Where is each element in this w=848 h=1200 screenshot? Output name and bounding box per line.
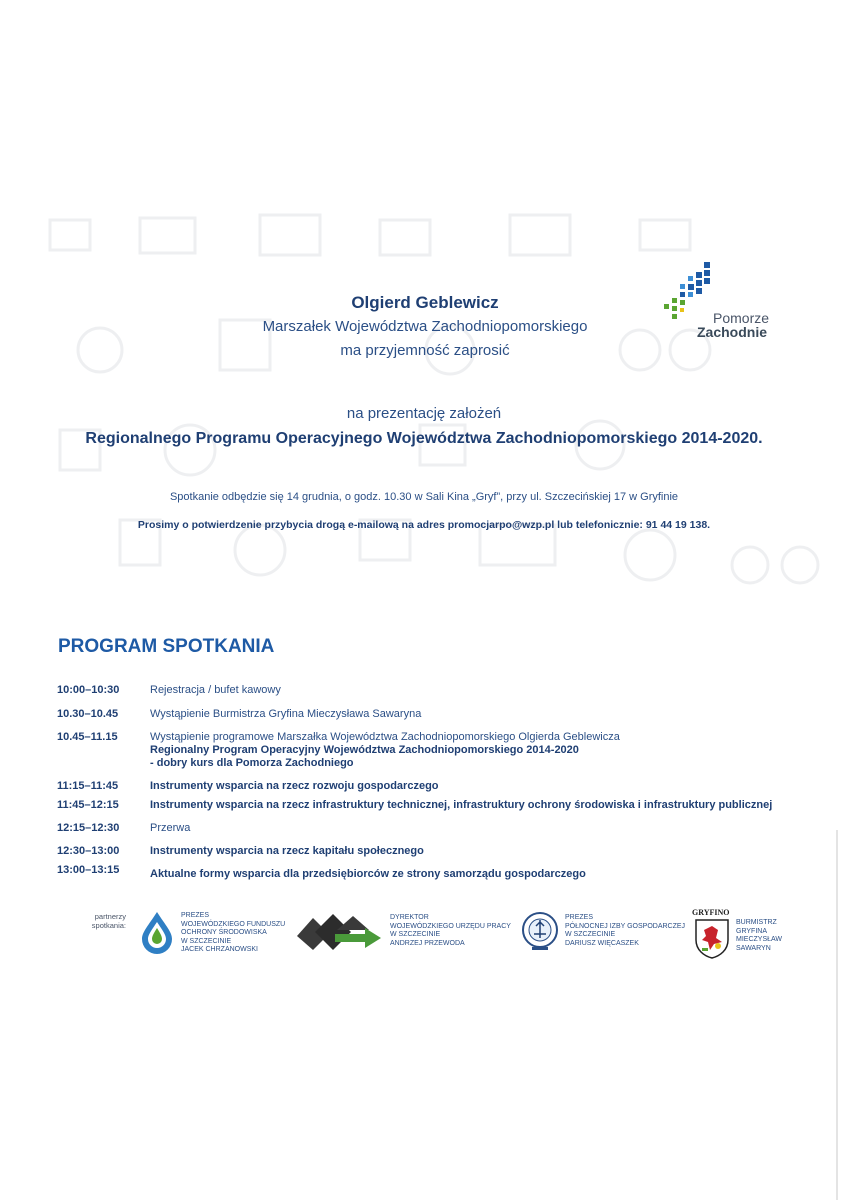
program-item: Przerwa [150, 822, 191, 834]
partner-line: W SZCZECINIE [390, 931, 441, 938]
program-time: 10.45–11.15 [57, 731, 118, 743]
partner-line: WOJEWÓDZKIEGO URZĘDU PRACY [390, 922, 511, 930]
partner-line: BURMISTRZ [736, 919, 777, 926]
program-heading: PROGRAM SPOTKANIA [58, 636, 275, 657]
program-item-subtitle: Regionalny Program Operacyjny Województwa Zachodniopomorskiego 2014-2020 [150, 744, 579, 756]
program-time: 12:30–13:00 [57, 845, 120, 857]
program-time: 10.30–10.45 [57, 708, 119, 720]
pig-seal-icon [520, 910, 560, 952]
partner-line: PREZES [181, 912, 210, 919]
program-time: 12:15–12:30 [57, 822, 120, 834]
partner-line: W SZCZECINIE [181, 937, 232, 945]
gryfino-logo-text: GRYFINO [692, 908, 730, 917]
meeting-info: Spotkanie odbędzie się 14 grudnia, o godz. 10.30 w Sali Kina „Gryf”, przy ul. Szczecińskiej 17 w Gryfinie [169, 491, 679, 503]
partners-label-line: spotkania: [91, 921, 126, 930]
partner-line: PÓŁNOCNEJ IZBY GOSPODARCZEJ [565, 922, 686, 930]
program-item: Wystąpienie Burmistrza Gryfina Mieczysława Sawaryna [150, 708, 422, 720]
wup-logo-icon [295, 910, 385, 952]
partners-label-line: partnerzy [94, 912, 126, 921]
partner-line: OCHRONY ŚRODOWISKA [181, 929, 267, 936]
host-title: Marszałek Województwa Zachodniopomorskiego [262, 318, 588, 335]
logo-text-pomorze: Pomorze [713, 310, 770, 326]
partner-line: SAWARYN [736, 944, 771, 952]
partner-line: PREZES [565, 914, 594, 921]
partner-line: MIECZYSŁAW [736, 936, 783, 943]
partner-2-text [390, 914, 511, 948]
partner-3-text [565, 914, 685, 948]
partner-line: JACEK CHRZANOWSKI [181, 946, 259, 953]
host-name: Olgierd Geblewicz [351, 293, 499, 312]
program-item: Wystąpienie programowe Marszałka Województwa Zachodniopomorskiego Olgierda Geblewicza [150, 731, 620, 743]
program-item: Instrumenty wsparcia na rzecz infrastruktury technicznej, infrastruktury ochrony środowiska i infrastruktury publicznej [150, 799, 773, 811]
program-item: Instrumenty wsparcia na rzecz kapitału społecznego [150, 845, 424, 857]
logo-text-zachodnie: Zachodnie [697, 324, 768, 340]
partner-line: GRYFINA [736, 927, 767, 935]
program-item: Instrumenty wsparcia na rzecz rozwoju gospodarczego [150, 780, 439, 792]
program-item: Aktualne formy wsparcia dla przedsiębiorców ze strony samorządu gospodarczego [150, 868, 586, 880]
partners-label [70, 912, 126, 930]
program-time: 11:45–12:15 [57, 799, 119, 811]
partner-1-text [181, 912, 285, 955]
partner-line: ANDRZEJ PRZEWODA [390, 939, 465, 947]
program-item-subtitle: - dobry kurs dla Pomorza Zachodniego [150, 757, 354, 769]
partner-line: DARIUSZ WIĘCASZEK [565, 939, 639, 947]
partner-line: W SZCZECINIE [565, 931, 616, 938]
partner-line: WOJEWÓDZKIEGO FUNDUSZU [181, 920, 286, 928]
program-item: Rejestracja / bufet kawowy [150, 684, 281, 696]
gryfino-coat-of-arms-icon [694, 918, 730, 960]
program-time: 13:00–13:15 [57, 864, 120, 876]
presentation-title: Regionalnego Programu Operacyjnego Województwa Zachodniopomorskiego 2014-2020. [85, 430, 763, 447]
program-time: 11:15–11:45 [57, 780, 119, 792]
water-drop-icon [138, 910, 176, 954]
host-invite: ma przyjemność zaprosić [340, 342, 510, 359]
scan-edge-line [836, 830, 838, 1200]
confirm-info: Prosimy o potwierdzenie przybycia drogą e-mailową na adres promocjarpo@wzp.pl lub telefonicznie: 91 44 19 138. [137, 519, 711, 531]
program-time: 10:00–10:30 [57, 684, 120, 696]
presentation-intro: na prezentację założeń [346, 405, 502, 422]
partner-4-text [736, 919, 782, 953]
partner-line: DYREKTOR [390, 914, 429, 921]
